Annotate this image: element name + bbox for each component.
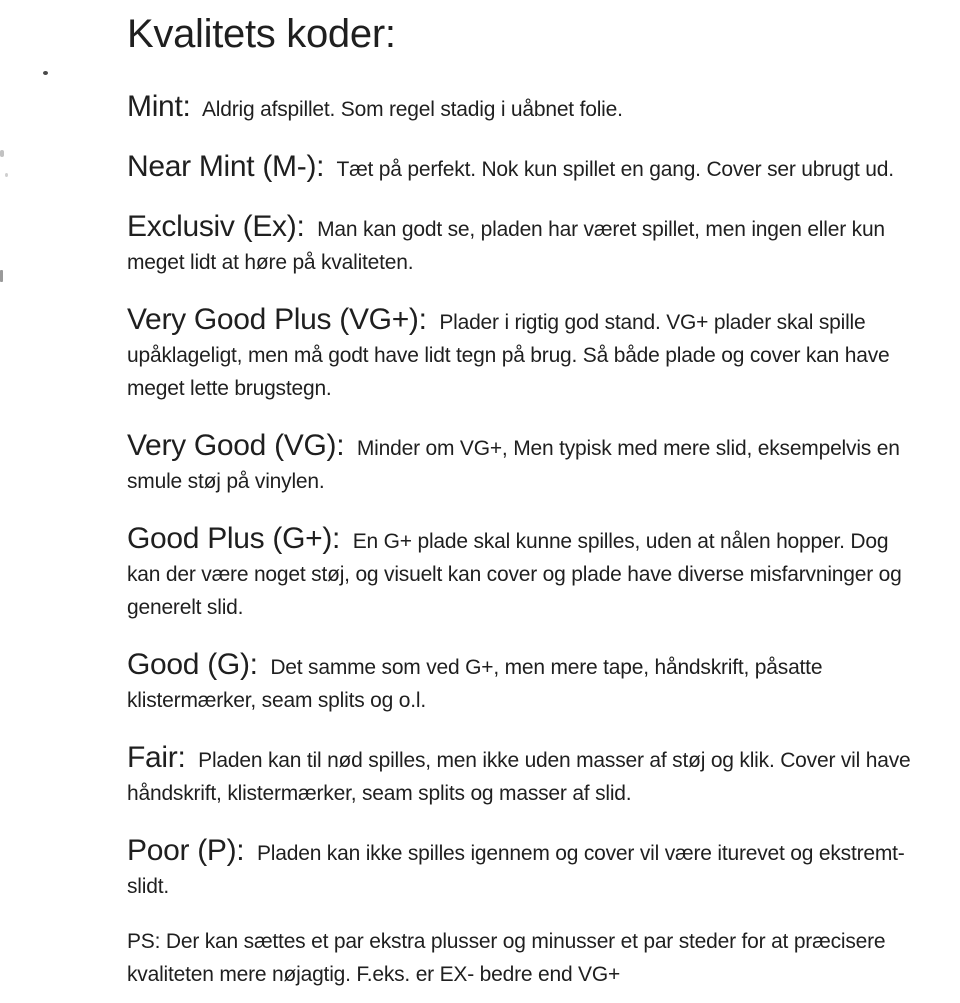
grade-description: Man kan godt se, pladen har været spillet, men ingen eller kun meget lidt at høre på kvaliteten.	[127, 218, 885, 274]
grade-entry-exclusiv	[127, 208, 916, 279]
grade-entry-very-good-plus	[127, 301, 916, 405]
grade-description: Det samme som ved G+, men mere tape, håndskrift, påsatte klistermærker, seam splits og o.l.	[127, 656, 823, 712]
grade-entry-fair	[127, 739, 916, 810]
grade-description: Pladen kan til nød spilles, men ikke uden masser af støj og klik. Cover vil have håndskrift, klistermærker, seam splits og masser af slid.	[127, 749, 911, 805]
grade-entry-very-good	[127, 427, 916, 498]
grade-term: Exclusiv (Ex):	[127, 210, 305, 243]
footnote-ps: PS: Der kan sættes et par ekstra plusser og minusser et par steder for at præcisere kvaliteten mere nøjagtig. F.eks. er EX- bedre end VG+	[127, 930, 886, 986]
grade-term: Near Mint (M-):	[127, 150, 325, 183]
scan-speck	[5, 173, 8, 177]
grade-description: Aldrig afspillet. Som regel stadig i uåbnet folie.	[202, 98, 623, 121]
grade-entry-near-mint	[127, 148, 916, 186]
scan-speck	[43, 71, 48, 75]
scan-speck	[0, 270, 3, 282]
grade-description: Pladen kan ikke spilles igennem og cover vil være iturevet og ekstremt-slidt.	[127, 842, 905, 898]
grade-entry-mint	[127, 88, 916, 126]
grade-term: Poor (P):	[127, 834, 245, 867]
page-title: Kvalitets koder:	[127, 12, 396, 56]
grade-entry-good	[127, 646, 916, 717]
grade-description: Minder om VG+, Men typisk med mere slid, eksempelvis en smule støj på vinylen.	[127, 437, 900, 493]
grade-entry-good-plus	[127, 520, 916, 624]
grade-term: Good (G):	[127, 648, 258, 681]
scan-speck	[0, 150, 4, 157]
grade-description: Tæt på perfekt. Nok kun spillet en gang. Cover ser ubrugt ud.	[336, 158, 894, 181]
grade-term: Mint:	[127, 90, 191, 123]
grade-description: Plader i rigtig god stand. VG+ plader skal spille upåklageligt, men må godt have lidt tegn på brug. Så både plade og cover kan have meget lette brugstegn.	[127, 311, 890, 400]
grade-entry-poor	[127, 832, 916, 903]
grade-term: Good Plus (G+):	[127, 522, 341, 555]
grade-term: Very Good (VG):	[127, 429, 345, 462]
grade-term: Very Good Plus (VG+):	[127, 303, 427, 336]
grade-description: En G+ plade skal kunne spilles, uden at nålen hopper. Dog kan der være noget støj, og visuelt kan cover og plade have diverse misfarvninger og generelt slid.	[127, 530, 902, 619]
grade-term: Fair:	[127, 741, 186, 774]
